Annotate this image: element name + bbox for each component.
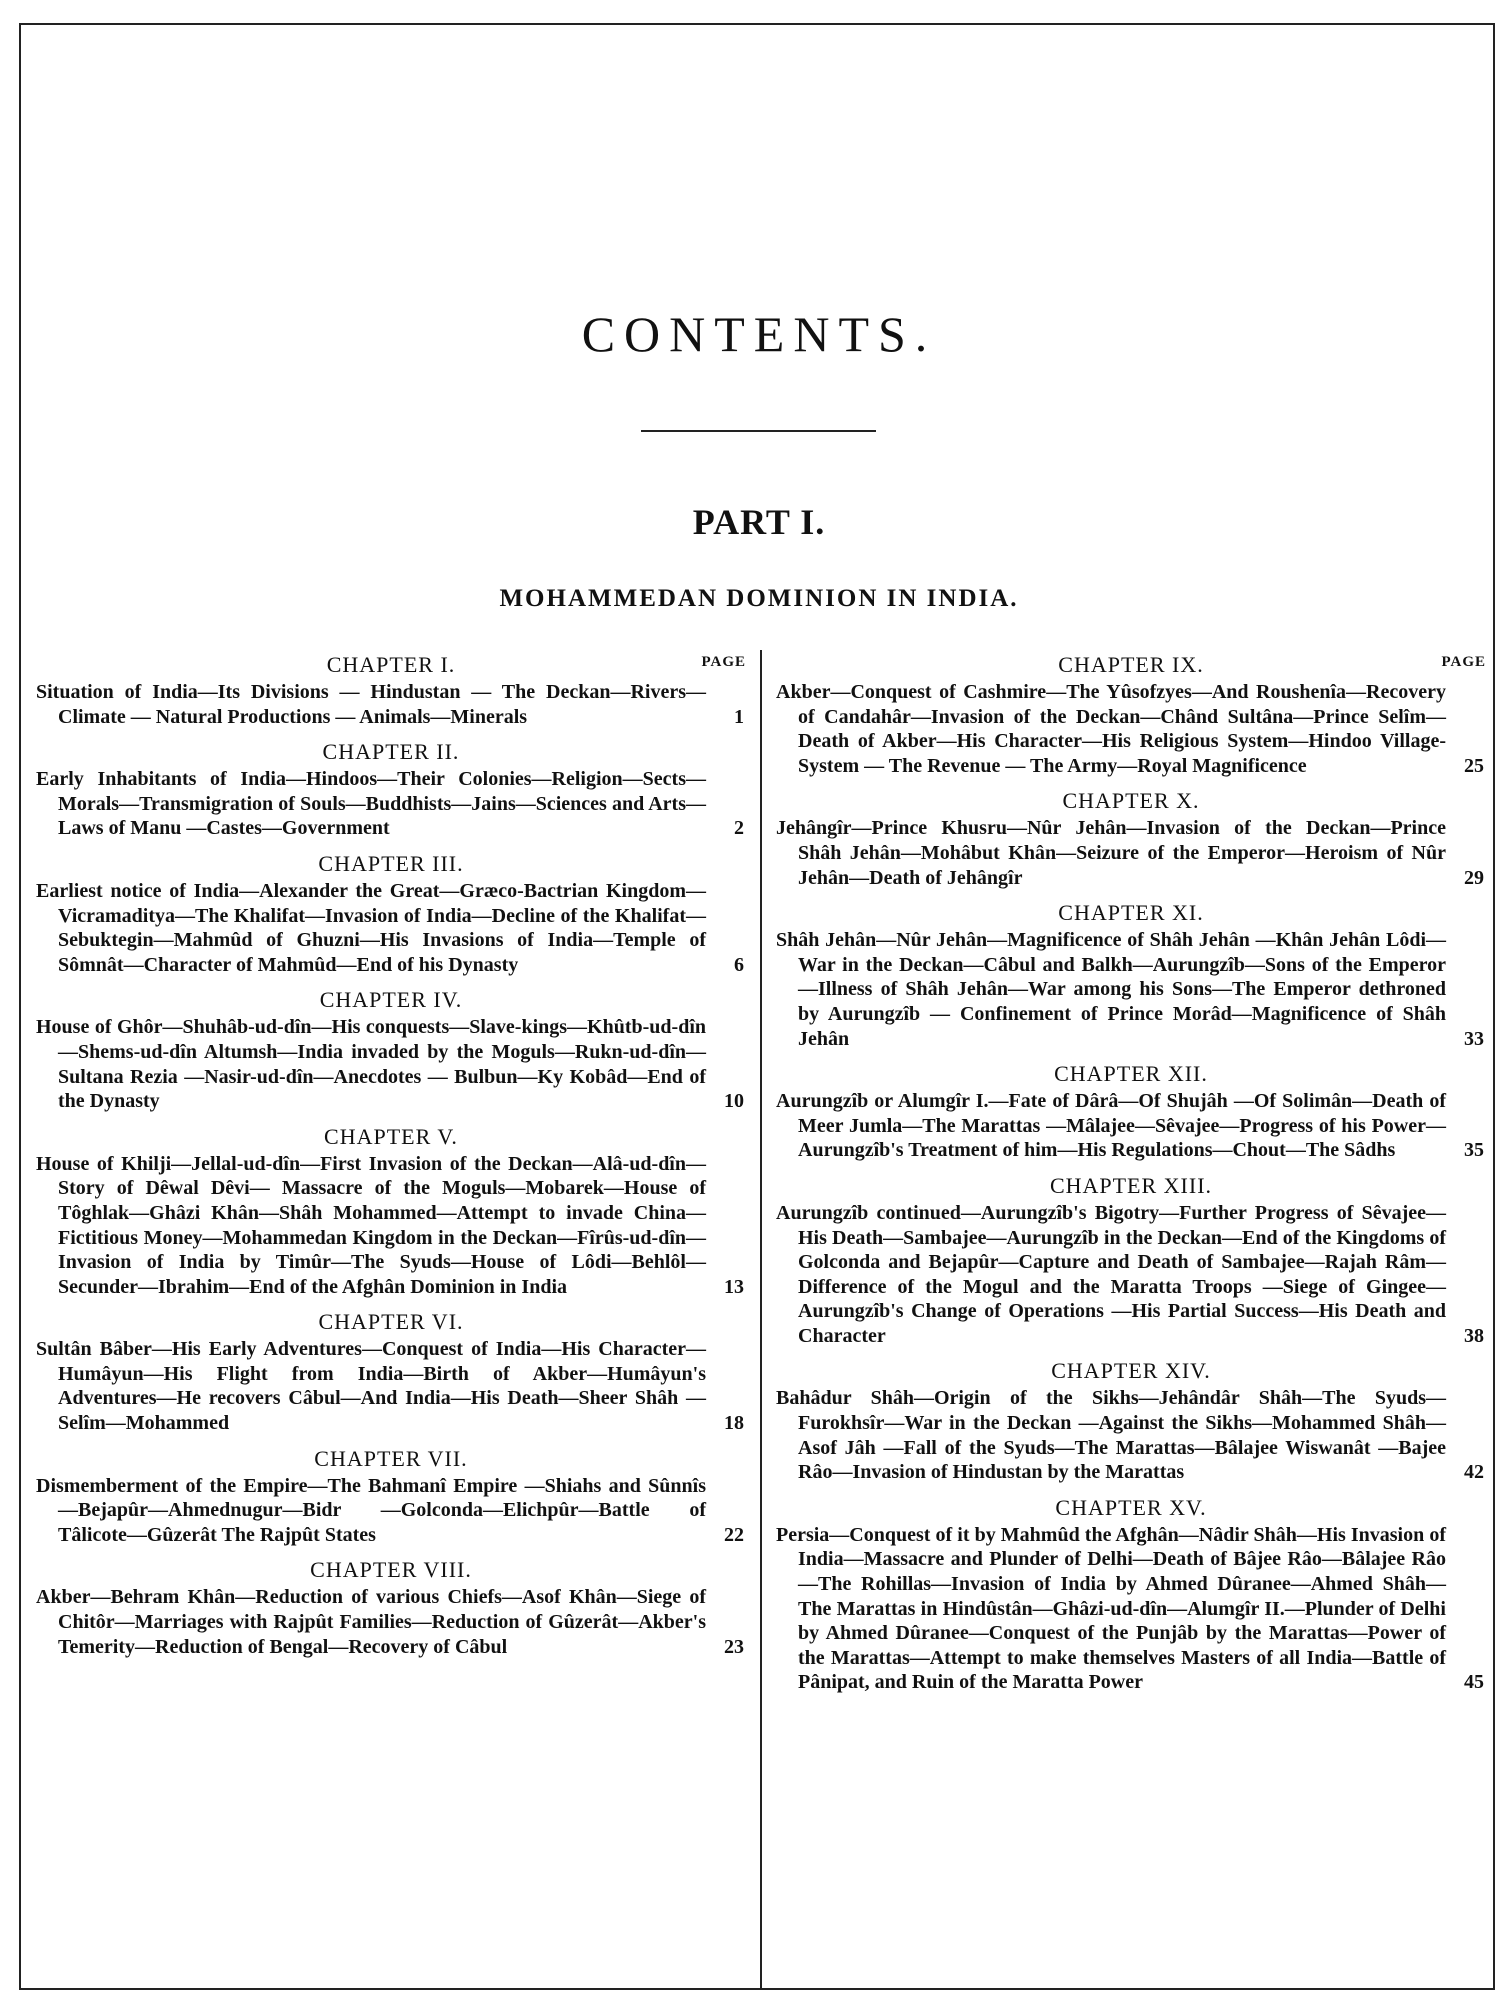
page-number: 10 [724,1090,744,1113]
chapter-summary: Dismemberment of the Empire—The Bahmanî Empire —Shiahs and Sûnnîs—Bejapûr—Ahmednugur—Bidr —Golconda—Elichpûr—Battle of Tâlicote—Gûzerât The Rajpût States [36,1474,706,1546]
chapter-entry [776,928,1486,1051]
chapter-summary: Jehângîr—Prince Khusru—Nûr Jehân—Invasion of the Deckan—Prince Shâh Jehân—Mohâbut Khân—Seizure of the Emperor—Heroism of Nûr Jehân—Death of Jehângîr [776,817,1446,889]
page-number: 45 [1464,1671,1484,1694]
chapter-title: CHAPTER X. [1062,788,1200,814]
left-column [36,650,746,1667]
column-divider [760,650,762,1990]
chapter-summary: Akber—Behram Khân—Reduction of various Chiefs—Asof Khân—Siege of Chitôr—Marriages with Rajpût Families—Reduction of Gûzerât—Akber's Temerity—Reduction of Bengal—Recovery of Câbul [36,1586,706,1658]
chapter-entry [36,1152,746,1300]
chapter-entry [776,1201,1486,1349]
contents-heading: CONTENTS. [581,306,937,362]
chapter-heading [36,1122,746,1152]
chapter-summary: Sultân Bâber—His Early Adventures—Conquest of India—His Character—Humâyun—His Flight from India—Birth of Akber—Humâyun's Adventures—He recovers Câbul—And India—His Death—Sheer Shâh —Selîm—Mohammed [36,1338,706,1435]
chapter-entry [36,680,746,729]
chapter-summary: House of Khilji—Jellal-ud-dîn—First Invasion of the Deckan—Alâ-ud-dîn—Story of Dêwal Dêvi— Massacre of the Moguls—Mobarek—House of Tôghlak—Ghâzi Khân—Shâh Mohammed—Attempt to invade China—Fictitious Money—Mohammedan Kingdom in the Deckan—Fîrûs-ud-dîn—Invasion of India by Timûr—The Syuds—House of Lôdi—Behlôl—Secunder—Ibrahim—End of the Afghân Dominion in India [36,1152,706,1298]
chapter-heading [36,737,746,767]
chapter-heading [776,1493,1486,1523]
chapter-heading [776,898,1486,928]
chapter-summary: Aurungzîb or Alumgîr I.—Fate of Dârâ—Of Shujâh —Of Solimân—Death of Meer Jumla—The Marattas —Mâlajee—Sêvajee—Progress of his Power—Aurungzîb's Treatment of him—His Regulations—Chout—The Sâdhs [776,1090,1446,1162]
chapter-entry [36,767,746,841]
page-number: 29 [1464,866,1484,889]
right-column [776,650,1486,1703]
page-number: 18 [724,1412,744,1435]
chapter-summary: Earliest notice of India—Alexander the Great—Græco-Bactrian Kingdom—Vicramaditya—The Khalifat—Invasion of India—Decline of the Khalifat—Sebuktegin—Mahmûd of Ghuzni—His Invasions of India—Temple of Sômnât—Character of Mahmûd—End of his Dynasty [36,879,706,976]
page-column-label: PAGE [1441,654,1486,670]
chapter-title: CHAPTER V. [324,1123,458,1149]
chapter-title: CHAPTER VIII. [310,1557,472,1583]
chapter-heading [36,1307,746,1337]
page-number: 35 [1464,1139,1484,1162]
chapter-summary: Early Inhabitants of India—Hindoos—Their Colonies—Religion—Sects—Morals—Transmigration of Souls—Buddhists—Jains—Sciences and Arts—Laws of Manu —Castes—Government [36,768,706,840]
chapter-title: CHAPTER II. [322,739,460,765]
chapter-title: CHAPTER XV. [1055,1494,1207,1520]
chapter-summary: Bahâdur Shâh—Origin of the Sikhs—Jehândâr Shâh—The Syuds—Furokhsîr—War in the Deckan —Against the Sikhs—Mohammed Shâh—Asof Jâh —Fall of the Syuds—The Marattas—Bâlajee Wiswanât —Bajee Râo—Invasion of Hindustan by the Marattas [776,1387,1446,1484]
title-rule [641,430,876,432]
page-number: 13 [724,1275,744,1298]
chapter-heading [776,1059,1486,1089]
page-column-label: PAGE [701,654,746,670]
chapter-summary: Akber—Conquest of Cashmire—The Yûsofzyes—And Roushenîa—Recovery of Candahâr—Invasion of the Deckan—Chând Sultâna—Prince Selîm—Death of Akber—His Character—His Religious System—Hindoo Village-System — The Revenue — The Army—Royal Magnificence [776,681,1446,777]
page-number: 38 [1464,1324,1484,1347]
chapter-entry [36,879,746,977]
chapter-title: CHAPTER I. [326,652,456,677]
chapter-heading [776,650,1486,680]
chapter-title: CHAPTER XII. [1054,1061,1208,1087]
chapter-entry [776,1523,1486,1695]
chapter-entry [36,1585,746,1659]
chapter-heading [36,1555,746,1585]
page-number: 22 [724,1523,744,1546]
chapter-heading [776,786,1486,816]
chapter-entry [776,1089,1486,1163]
page-number: 25 [1464,754,1484,777]
chapter-title: CHAPTER IX. [1058,652,1204,677]
chapter-title: CHAPTER XIV. [1051,1358,1211,1384]
chapter-entry [776,816,1486,890]
chapter-summary: Aurungzîb continued—Aurungzîb's Bigotry—Further Progress of Sêvajee—His Death—Sambajee—Aurungzîb in the Deckan—End of the Kingdoms of Golconda and Bejapûr—Capture and Death of Sambajee—Rajah Râm—Difference of the Mogul and the Maratta Troops —Siege of Gingee—Aurungzîb's Change of Operations —His Partial Success—His Death and Character [776,1201,1446,1347]
chapter-entry [36,1337,746,1435]
chapter-title: CHAPTER XI. [1058,900,1204,926]
page-number: 6 [734,953,744,976]
chapter-heading [776,1356,1486,1386]
chapter-title: CHAPTER VI. [318,1309,464,1335]
chapter-summary: Situation of India—Its Divisions — Hindustan — The Deckan—Rivers—Climate — Natural Productions — Animals—Minerals [36,681,706,728]
chapter-heading [36,1444,746,1474]
chapter-entry [36,1474,746,1548]
page-number: 42 [1464,1461,1484,1484]
page-border [19,23,1495,1990]
part-subtitle: MOHAMMEDAN DOMINION IN INDIA. [499,585,1019,612]
chapter-heading [36,985,746,1015]
chapter-title: CHAPTER VII. [314,1445,468,1471]
page-number: 33 [1464,1027,1484,1050]
page-number: 1 [734,705,744,728]
chapter-summary: Shâh Jehân—Nûr Jehân—Magnificence of Shâh Jehân —Khân Jehân Lôdi—War in the Deckan—Câbul and Balkh—Aurungzîb—Sons of the Emperor—Illness of Shâh Jehân—War among his Sons—The Emperor dethroned by Aurungzîb — Confinement of Prince Morâd—Magnificence of Shâh Jehân [776,929,1446,1050]
chapter-title: CHAPTER XIII. [1049,1172,1213,1198]
chapter-heading [36,849,746,879]
chapter-summary: House of Ghôr—Shuhâb-ud-dîn—His conquests—Slave-kings—Khûtb-ud-dîn—Shems-ud-dîn Altumsh—India invaded by the Moguls—Rukn-ud-dîn—Sultana Rezia —Nasir-ud-dîn—Anecdotes — Bulbun—Ky Kobâd—End of the Dynasty [36,1016,706,1113]
chapter-entry [776,1386,1486,1484]
page-number: 2 [734,817,744,840]
chapter-heading [776,1171,1486,1201]
chapter-entry [36,1015,746,1113]
chapter-title: CHAPTER III. [318,850,464,876]
chapter-heading [36,650,746,680]
part-title: PART I. [692,502,826,542]
chapter-entry [776,680,1486,778]
chapter-summary: Persia—Conquest of it by Mahmûd the Afghân—Nâdir Shâh—His Invasion of India—Massacre and Plunder of Delhi—Death of Bâjee Râo—Bâlajee Râo—The Rohillas—Invasion of India by Ahmed Dûranee—Ahmed Shâh—The Marattas in Hindûstân—Ghâzi-ud-dîn—Alumgîr II.—Plunder of Delhi by Ahmed Dûranee—Conquest of the Punjâb by the Marattas—Power of the Marattas—Attempt to make themselves Masters of all India—Battle of Pânipat, and Ruin of the Maratta Power [776,1523,1446,1694]
page-number: 23 [724,1635,744,1658]
chapter-title: CHAPTER IV. [319,987,463,1013]
